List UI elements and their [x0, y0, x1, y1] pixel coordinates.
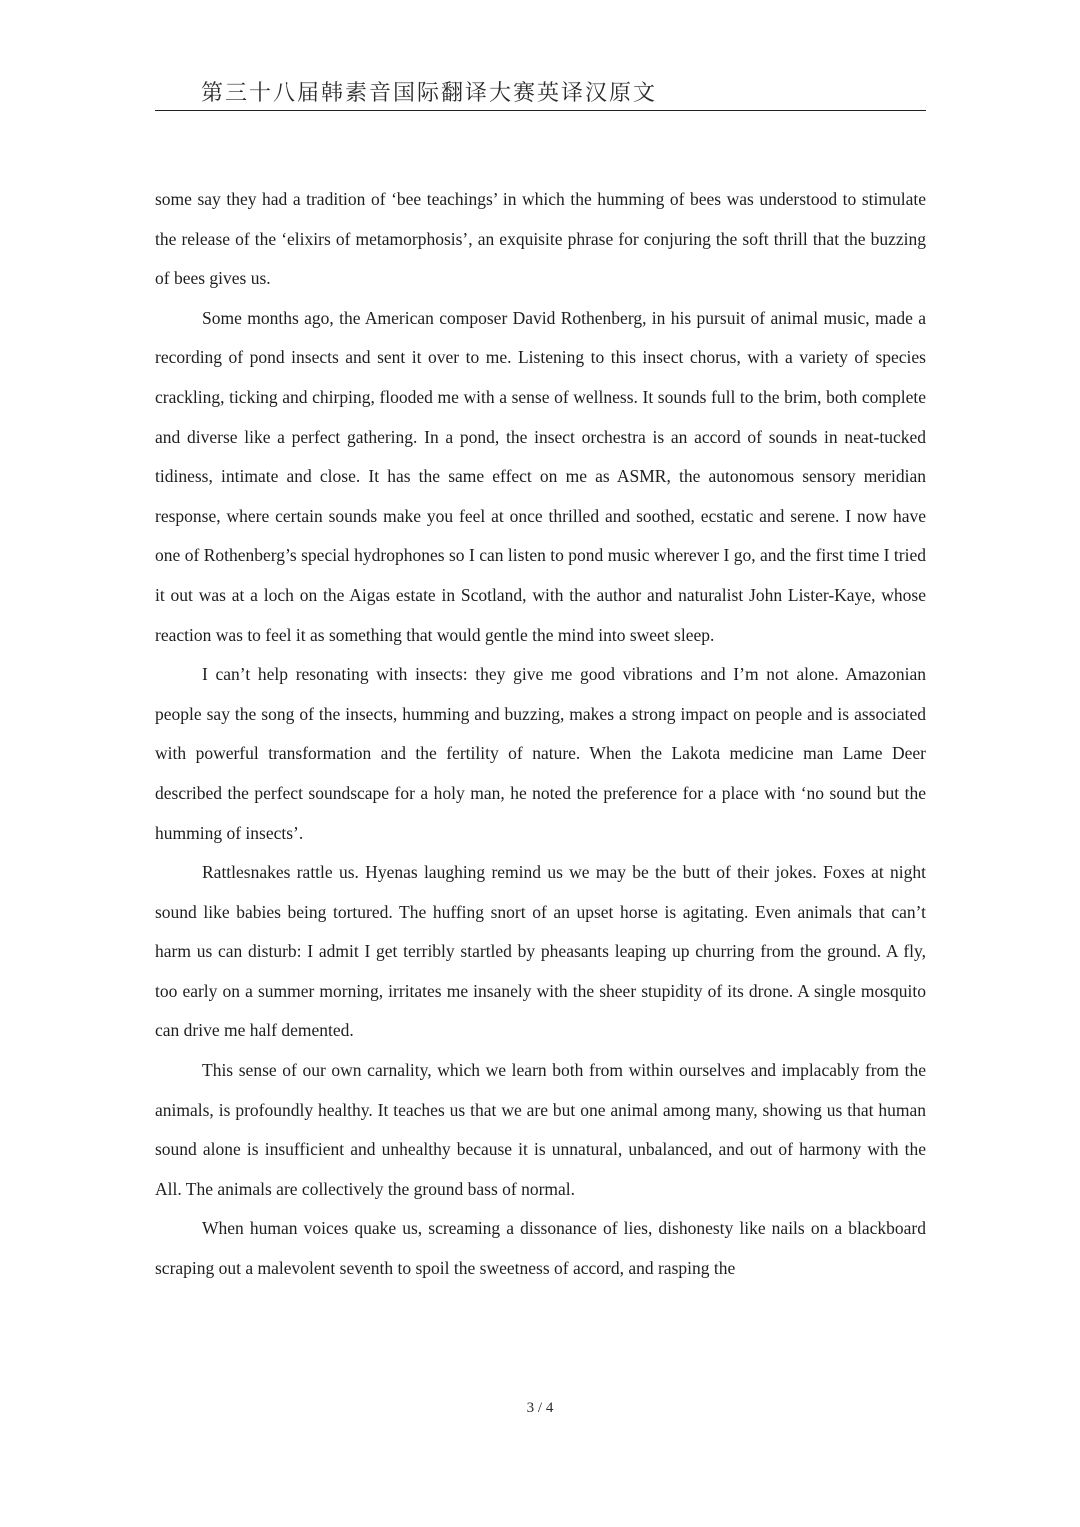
document-body [155, 180, 926, 1289]
paragraph: When human voices quake us, screaming a dissonance of lies, dishonesty like nails on a blackboard scraping out a malevolent seventh to spoil the sweetness of accord, and rasping the [155, 1218, 926, 1279]
paragraph: Some months ago, the American composer David Rothenberg, in his pursuit of animal music, made a recording of pond insects and sent it over to me. Listening to this insect chorus, with a variety of species crackling, ticking and chirping, flooded me with a sense of wellness. It sounds full to the brim, both complete and diverse like a perfect gathering. In a pond, the insect orchestra is an accord of sounds in neat-tucked tidiness, intimate and close. It has the same effect on me as ASMR, the autonomous sensory meridian response, where certain sounds make you feel at once thrilled and soothed, ecstatic and serene. I now have one of Rothenberg’s special hydrophones so I can listen to pond music wherever I go, and the first time I tried it out was at a loch on the Aigas estate in Scotland, with the author and naturalist John Lister-Kaye, whose reaction was to feel it as something that would gentle the mind into sweet sleep. [155, 307, 926, 645]
paragraph-continuation: some say they had a tradition of ‘bee teachings’ in which the humming of bees was understood to stimulate the release of the ‘elixirs of metamorphosis’, an exquisite phrase for conjuring the soft thrill that the buzzing of bees gives us. [155, 189, 926, 289]
paragraph: Rattlesnakes rattle us. Hyenas laughing remind us we may be the butt of their jokes. Foxes at night sound like babies being tortured. The huffing snort of an upset horse is agitating. Even animals that can’t harm us can disturb: I admit I get terribly startled by pheasants leaping up churring from the ground. A fly, too early on a summer morning, irritates me insanely with the sheer stupidity of its drone. A single mosquito can drive me half demented. [155, 862, 926, 1041]
page-header [155, 74, 926, 111]
page-number: 3 / 4 [526, 1400, 554, 1416]
paragraph: This sense of our own carnality, which we learn both from within ourselves and implacably from the animals, is profoundly healthy. It teaches us that we are but one animal among many, showing us that human sound alone is insufficient and unhealthy because it is unnatural, unbalanced, and out of harmony with the All. The animals are collectively the ground bass of normal. [155, 1060, 926, 1199]
header-title: 第三十八届韩素音国际翻译大赛英译汉原文 [201, 81, 658, 106]
paragraph: I can’t help resonating with insects: they give me good vibrations and I’m not alone. Amazonian people say the song of the insects, humming and buzzing, makes a strong impact on people and is associated with powerful transformation and the fertility of nature. When the Lakota medicine man Lame Deer described the perfect soundscape for a holy man, he noted the preference for a place with ‘no sound but the humming of insects’. [155, 664, 926, 843]
